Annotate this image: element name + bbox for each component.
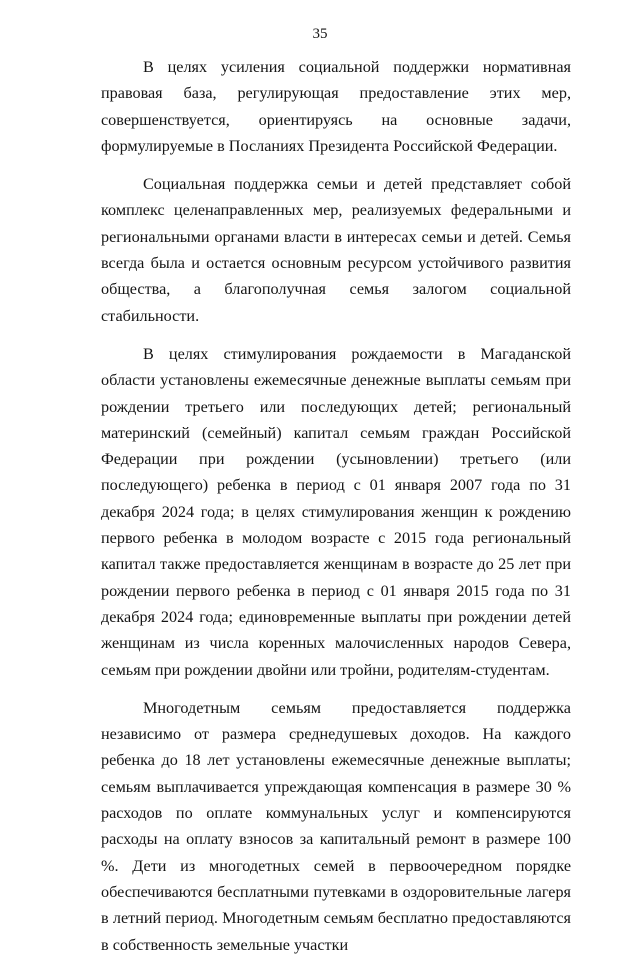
paragraph-family-support: Социальная поддержка семьи и детей представляет собой комплекс целенаправленных мер, реализуемых федеральными и региональными органами власти в интересах семьи и детей. Семья всегда была и остается основным ресурсом устойчивого развития общества, а благополучная семья залогом социальной стабильности. — [101, 175, 571, 325]
paragraph-large-families: Многодетным семьям предоставляется поддержка независимо от размера среднедушевых доходов. На каждого ребенка до 18 лет установлены ежемесячные денежные выплаты; семьям выплачивается упреждающая компенсация в размере 30 % расходов по оплате коммунальных услуг и компенсируются расходы на оплату взносов за капитальный ремонт в размере 100 %. Дети из многодетных семей в первоочередном порядке обеспечиваются бесплатными путевками в оздоровительные лагеря в летний период. Многодетным семьям бесплатно предоставляются в собственность земельные участки — [101, 698, 571, 954]
page-number: 35 — [312, 26, 328, 42]
document-body — [101, 54, 571, 969]
paragraph-social-support-legal-base: В целях усиления социальной поддержки нормативная правовая база, регулирующая предоставление этих мер, совершенствуется, ориентируясь на основные задачи, формулируемые в Посланиях Президента Российской Федерации. — [101, 58, 571, 155]
paragraph-birth-rate-stimulation: В целях стимулирования рождаемости в Магаданской области установлены ежемесячные денежные выплаты семьям при рождении третьего или последующих детей; региональный материнский (семейный) капитал семьям граждан Российской Федерации при рождении (усыновлении) третьего (или последующего) ребенка в период с 01 января 2007 года по 31 декабря 2024 года; в целях стимулирования женщин к рождению первого ребенка в молодом возрасте с 2015 года региональный капитал также предоставляется женщинам в возрасте до 25 лет при рождении первого ребенка в период с 01 января 2015 года по 31 декабря 2024 года; единовременные выплаты при рождении детей женщинам из числа коренных малочисленных народов Севера, семьям при рождении двойни или тройни, родителям-студентам. — [101, 344, 571, 679]
